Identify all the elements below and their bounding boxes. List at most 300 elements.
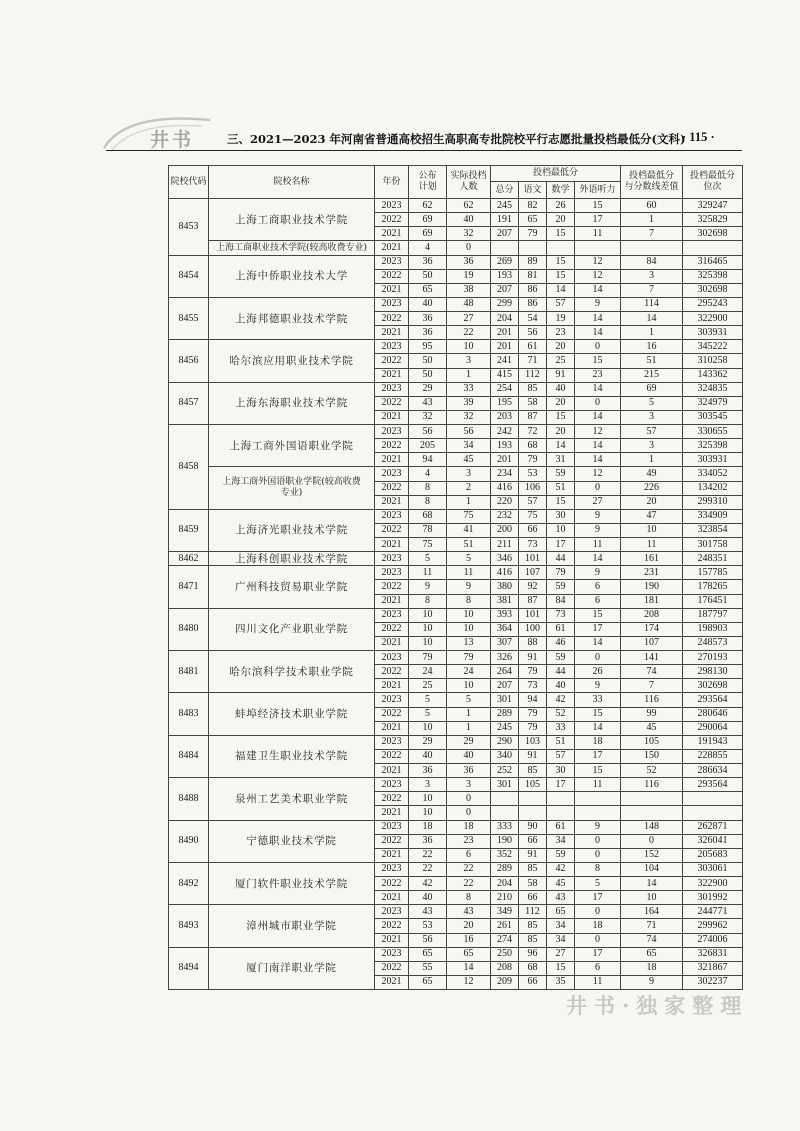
actual-cell: 3 bbox=[447, 467, 491, 481]
actual-cell: 14 bbox=[447, 961, 491, 975]
diff-cell: 161 bbox=[621, 552, 683, 566]
school-name-cell bbox=[209, 947, 375, 989]
actual-cell: 8 bbox=[447, 891, 491, 905]
foreign-score-cell: 6 bbox=[575, 594, 621, 608]
diff-cell: 1 bbox=[621, 213, 683, 227]
year-cell: 2021 bbox=[375, 891, 409, 905]
table-row bbox=[169, 693, 743, 707]
chinese-score-cell: 105 bbox=[519, 778, 547, 792]
actual-cell: 65 bbox=[447, 947, 491, 961]
rank-cell: 228855 bbox=[683, 749, 743, 763]
chinese-score-cell: 85 bbox=[519, 764, 547, 778]
actual-cell: 19 bbox=[447, 269, 491, 283]
year-cell: 2022 bbox=[375, 665, 409, 679]
school-code: 8493 bbox=[169, 905, 209, 947]
rank-cell: 205683 bbox=[683, 848, 743, 862]
rank-cell: 262871 bbox=[683, 820, 743, 834]
table-row bbox=[169, 566, 743, 580]
total-score-cell: 195 bbox=[491, 396, 519, 410]
school-code: 8494 bbox=[169, 947, 209, 989]
plan-cell: 65 bbox=[409, 947, 447, 961]
total-score-cell: 307 bbox=[491, 636, 519, 650]
diff-cell: 152 bbox=[621, 848, 683, 862]
math-score-cell: 20 bbox=[547, 425, 575, 439]
foreign-score-cell: 11 bbox=[575, 538, 621, 552]
math-score-cell: 35 bbox=[547, 975, 575, 989]
plan-cell: 55 bbox=[409, 961, 447, 975]
math-score-cell: 65 bbox=[547, 905, 575, 919]
foreign-score-cell: 12 bbox=[575, 269, 621, 283]
plan-cell: 43 bbox=[409, 396, 447, 410]
total-score-cell: 340 bbox=[491, 749, 519, 763]
total-score-cell: 380 bbox=[491, 580, 519, 594]
math-score-cell: 10 bbox=[547, 523, 575, 537]
diff-cell: 18 bbox=[621, 961, 683, 975]
header-plan: 公布 计划 bbox=[409, 166, 447, 199]
math-score-cell: 17 bbox=[547, 778, 575, 792]
header-school-code: 院校代码 bbox=[169, 166, 209, 199]
year-cell: 2022 bbox=[375, 961, 409, 975]
school-name-cell bbox=[209, 241, 375, 255]
table-row bbox=[169, 382, 743, 396]
total-score-cell: 193 bbox=[491, 269, 519, 283]
total-score-cell: 201 bbox=[491, 326, 519, 340]
foreign-score-cell: 12 bbox=[575, 425, 621, 439]
year-cell: 2023 bbox=[375, 509, 409, 523]
actual-cell: 10 bbox=[447, 608, 491, 622]
school-name-cell bbox=[209, 778, 375, 820]
foreign-score-cell: 14 bbox=[575, 636, 621, 650]
chinese-score-cell bbox=[519, 792, 547, 806]
plan-cell: 3 bbox=[409, 778, 447, 792]
diff-cell: 65 bbox=[621, 947, 683, 961]
chinese-score-cell: 79 bbox=[519, 721, 547, 735]
rank-cell: 134202 bbox=[683, 481, 743, 495]
plan-cell: 69 bbox=[409, 213, 447, 227]
chinese-score-cell: 89 bbox=[519, 255, 547, 269]
chinese-score-cell: 87 bbox=[519, 594, 547, 608]
total-score-cell: 241 bbox=[491, 354, 519, 368]
math-score-cell: 42 bbox=[547, 862, 575, 876]
chinese-score-cell: 90 bbox=[519, 820, 547, 834]
foreign-score-cell: 15 bbox=[575, 707, 621, 721]
plan-cell: 79 bbox=[409, 651, 447, 665]
math-score-cell: 57 bbox=[547, 749, 575, 763]
chinese-score-cell: 112 bbox=[519, 905, 547, 919]
diff-cell: 107 bbox=[621, 636, 683, 650]
school-name-cell bbox=[209, 467, 375, 509]
rank-cell: 325398 bbox=[683, 269, 743, 283]
year-cell: 2023 bbox=[375, 467, 409, 481]
chinese-score-cell: 96 bbox=[519, 947, 547, 961]
year-cell: 2023 bbox=[375, 199, 409, 213]
plan-cell: 9 bbox=[409, 580, 447, 594]
actual-cell: 40 bbox=[447, 213, 491, 227]
chinese-score-cell: 79 bbox=[519, 453, 547, 467]
plan-cell: 65 bbox=[409, 283, 447, 297]
year-cell: 2023 bbox=[375, 905, 409, 919]
chinese-score-cell: 56 bbox=[519, 326, 547, 340]
diff-cell: 104 bbox=[621, 862, 683, 876]
chinese-score-cell: 100 bbox=[519, 622, 547, 636]
school-code: 8480 bbox=[169, 608, 209, 650]
math-score-cell: 15 bbox=[547, 255, 575, 269]
diff-cell: 74 bbox=[621, 665, 683, 679]
publisher-logo: 井书 bbox=[150, 129, 195, 151]
total-score-cell: 200 bbox=[491, 523, 519, 537]
year-cell: 2023 bbox=[375, 340, 409, 354]
math-score-cell: 20 bbox=[547, 396, 575, 410]
table-row bbox=[169, 467, 743, 481]
table-row bbox=[169, 297, 743, 311]
total-score-cell: 289 bbox=[491, 862, 519, 876]
foreign-score-cell: 15 bbox=[575, 608, 621, 622]
chinese-score-cell: 79 bbox=[519, 665, 547, 679]
math-score-cell: 33 bbox=[547, 721, 575, 735]
math-score-cell: 23 bbox=[547, 326, 575, 340]
math-score-cell: 14 bbox=[547, 439, 575, 453]
math-score-cell: 40 bbox=[547, 382, 575, 396]
diff-cell: 148 bbox=[621, 820, 683, 834]
school-code: 8459 bbox=[169, 509, 209, 551]
foreign-score-cell: 17 bbox=[575, 213, 621, 227]
chinese-score-cell: 106 bbox=[519, 481, 547, 495]
total-score-cell: 416 bbox=[491, 481, 519, 495]
year-cell: 2022 bbox=[375, 396, 409, 410]
actual-cell: 79 bbox=[447, 651, 491, 665]
school-name-cell bbox=[209, 608, 375, 650]
diff-cell: 47 bbox=[621, 509, 683, 523]
actual-cell: 27 bbox=[447, 312, 491, 326]
chinese-score-cell: 79 bbox=[519, 707, 547, 721]
foreign-score-cell: 14 bbox=[575, 721, 621, 735]
rank-cell: 293564 bbox=[683, 693, 743, 707]
school-name-cell bbox=[209, 382, 375, 424]
foreign-score-cell: 27 bbox=[575, 495, 621, 509]
rank-cell: 293564 bbox=[683, 778, 743, 792]
actual-cell: 16 bbox=[447, 933, 491, 947]
year-cell: 2021 bbox=[375, 679, 409, 693]
chinese-score-cell: 107 bbox=[519, 566, 547, 580]
actual-cell: 1 bbox=[447, 707, 491, 721]
actual-cell: 23 bbox=[447, 834, 491, 848]
rank-cell: 303931 bbox=[683, 326, 743, 340]
rank-cell: 295243 bbox=[683, 297, 743, 311]
actual-cell: 40 bbox=[447, 749, 491, 763]
plan-cell: 29 bbox=[409, 735, 447, 749]
diff-cell: 60 bbox=[621, 199, 683, 213]
foreign-score-cell: 11 bbox=[575, 975, 621, 989]
year-cell: 2021 bbox=[375, 975, 409, 989]
chinese-score-cell: 71 bbox=[519, 354, 547, 368]
foreign-score-cell: 0 bbox=[575, 651, 621, 665]
year-cell: 2023 bbox=[375, 778, 409, 792]
rank-cell: 310258 bbox=[683, 354, 743, 368]
diff-cell: 10 bbox=[621, 523, 683, 537]
rank-cell: 286634 bbox=[683, 764, 743, 778]
rank-cell: 326041 bbox=[683, 834, 743, 848]
foreign-score-cell: 33 bbox=[575, 693, 621, 707]
actual-cell: 0 bbox=[447, 806, 491, 820]
diff-cell: 7 bbox=[621, 227, 683, 241]
math-score-cell: 46 bbox=[547, 636, 575, 650]
school-code: 8455 bbox=[169, 297, 209, 339]
chinese-score-cell: 85 bbox=[519, 919, 547, 933]
header-min-score: 投档最低分 bbox=[491, 166, 621, 182]
plan-cell: 8 bbox=[409, 594, 447, 608]
plan-cell: 10 bbox=[409, 608, 447, 622]
table-row bbox=[169, 778, 743, 792]
table-row bbox=[169, 735, 743, 749]
year-cell: 2022 bbox=[375, 213, 409, 227]
year-cell: 2023 bbox=[375, 297, 409, 311]
chinese-score-cell bbox=[519, 806, 547, 820]
total-score-cell: 290 bbox=[491, 735, 519, 749]
year-cell: 2022 bbox=[375, 792, 409, 806]
table-row bbox=[169, 651, 743, 665]
rank-cell: 323854 bbox=[683, 523, 743, 537]
plan-cell: 94 bbox=[409, 453, 447, 467]
year-cell: 2022 bbox=[375, 622, 409, 636]
year-cell: 2021 bbox=[375, 495, 409, 509]
foreign-score-cell: 8 bbox=[575, 862, 621, 876]
plan-cell: 11 bbox=[409, 566, 447, 580]
foreign-score-cell: 23 bbox=[575, 368, 621, 382]
diff-cell: 215 bbox=[621, 368, 683, 382]
table-row bbox=[169, 199, 743, 213]
year-cell: 2023 bbox=[375, 566, 409, 580]
actual-cell: 29 bbox=[447, 735, 491, 749]
actual-cell: 11 bbox=[447, 566, 491, 580]
math-score-cell: 15 bbox=[547, 410, 575, 424]
school-code: 8492 bbox=[169, 862, 209, 904]
actual-cell: 62 bbox=[447, 199, 491, 213]
diff-cell: 99 bbox=[621, 707, 683, 721]
table-header bbox=[169, 166, 743, 199]
table-row bbox=[169, 947, 743, 961]
chinese-score-cell: 73 bbox=[519, 679, 547, 693]
year-cell: 2021 bbox=[375, 241, 409, 255]
plan-cell: 69 bbox=[409, 227, 447, 241]
table-row bbox=[169, 608, 743, 622]
foreign-score-cell: 14 bbox=[575, 453, 621, 467]
year-cell: 2023 bbox=[375, 735, 409, 749]
foreign-score-cell: 9 bbox=[575, 566, 621, 580]
math-score-cell: 59 bbox=[547, 467, 575, 481]
rank-cell bbox=[683, 806, 743, 820]
school-code: 8481 bbox=[169, 651, 209, 693]
total-score-cell: 207 bbox=[491, 227, 519, 241]
foreign-score-cell: 0 bbox=[575, 848, 621, 862]
total-score-cell: 326 bbox=[491, 651, 519, 665]
diff-cell: 10 bbox=[621, 891, 683, 905]
diff-cell: 164 bbox=[621, 905, 683, 919]
math-score-cell: 42 bbox=[547, 693, 575, 707]
year-cell: 2023 bbox=[375, 552, 409, 566]
year-cell: 2021 bbox=[375, 636, 409, 650]
diff-cell: 231 bbox=[621, 566, 683, 580]
header-total-score: 总分 bbox=[491, 182, 519, 199]
plan-cell: 36 bbox=[409, 834, 447, 848]
header-row bbox=[169, 166, 743, 182]
year-cell: 2021 bbox=[375, 368, 409, 382]
rank-cell: 326831 bbox=[683, 947, 743, 961]
foreign-score-cell: 9 bbox=[575, 523, 621, 537]
total-score-cell: 393 bbox=[491, 608, 519, 622]
foreign-score-cell bbox=[575, 241, 621, 255]
actual-cell: 43 bbox=[447, 905, 491, 919]
year-cell: 2023 bbox=[375, 425, 409, 439]
foreign-score-cell: 12 bbox=[575, 255, 621, 269]
total-score-cell: 203 bbox=[491, 410, 519, 424]
math-score-cell: 52 bbox=[547, 707, 575, 721]
diff-cell: 1 bbox=[621, 453, 683, 467]
school-name-cell bbox=[209, 297, 375, 339]
plan-cell: 4 bbox=[409, 241, 447, 255]
chinese-score-cell: 73 bbox=[519, 538, 547, 552]
table-row bbox=[169, 425, 743, 439]
diff-cell: 181 bbox=[621, 594, 683, 608]
diff-cell: 57 bbox=[621, 425, 683, 439]
chinese-score-cell: 91 bbox=[519, 749, 547, 763]
diff-cell bbox=[621, 806, 683, 820]
plan-cell: 68 bbox=[409, 509, 447, 523]
year-cell: 2021 bbox=[375, 764, 409, 778]
header-chinese-score: 语文 bbox=[519, 182, 547, 199]
chinese-score-cell: 57 bbox=[519, 495, 547, 509]
diff-cell: 190 bbox=[621, 580, 683, 594]
year-cell: 2023 bbox=[375, 608, 409, 622]
actual-cell: 45 bbox=[447, 453, 491, 467]
plan-cell: 29 bbox=[409, 382, 447, 396]
plan-cell: 36 bbox=[409, 764, 447, 778]
rank-cell: 334909 bbox=[683, 509, 743, 523]
rank-cell: 280646 bbox=[683, 707, 743, 721]
math-score-cell bbox=[547, 806, 575, 820]
school-name: 上海工商外国语职业学院 bbox=[229, 439, 354, 452]
school-code: 8457 bbox=[169, 382, 209, 424]
math-score-cell: 14 bbox=[547, 283, 575, 297]
total-score-cell: 210 bbox=[491, 891, 519, 905]
foreign-score-cell: 14 bbox=[575, 552, 621, 566]
plan-cell: 40 bbox=[409, 749, 447, 763]
math-score-cell: 51 bbox=[547, 481, 575, 495]
header-year: 年份 bbox=[375, 166, 409, 199]
total-score-cell: 209 bbox=[491, 975, 519, 989]
year-cell: 2022 bbox=[375, 580, 409, 594]
school-name-cell bbox=[209, 566, 375, 608]
diff-cell: 74 bbox=[621, 933, 683, 947]
school-name-cell bbox=[209, 905, 375, 947]
actual-cell: 3 bbox=[447, 778, 491, 792]
total-score-cell: 269 bbox=[491, 255, 519, 269]
school-name-cell bbox=[209, 340, 375, 382]
rank-cell: 302698 bbox=[683, 283, 743, 297]
math-score-cell: 34 bbox=[547, 933, 575, 947]
actual-cell: 41 bbox=[447, 523, 491, 537]
year-cell: 2022 bbox=[375, 749, 409, 763]
math-score-cell: 61 bbox=[547, 820, 575, 834]
year-cell: 2023 bbox=[375, 651, 409, 665]
actual-cell: 6 bbox=[447, 848, 491, 862]
year-cell: 2021 bbox=[375, 806, 409, 820]
diff-cell: 208 bbox=[621, 608, 683, 622]
year-cell: 2022 bbox=[375, 523, 409, 537]
page-number: · 115 · bbox=[682, 130, 715, 144]
rank-cell: 303931 bbox=[683, 453, 743, 467]
actual-cell: 10 bbox=[447, 679, 491, 693]
rank-cell: 301992 bbox=[683, 891, 743, 905]
diff-cell: 1 bbox=[621, 326, 683, 340]
total-score-cell: 289 bbox=[491, 707, 519, 721]
foreign-score-cell: 5 bbox=[575, 877, 621, 891]
plan-cell: 56 bbox=[409, 425, 447, 439]
total-score-cell bbox=[491, 792, 519, 806]
header-foreign-score: 外语听力 bbox=[575, 182, 621, 199]
total-score-cell: 201 bbox=[491, 340, 519, 354]
total-score-cell: 207 bbox=[491, 679, 519, 693]
plan-cell: 10 bbox=[409, 792, 447, 806]
plan-cell: 18 bbox=[409, 820, 447, 834]
rank-cell: 143362 bbox=[683, 368, 743, 382]
math-score-cell: 61 bbox=[547, 622, 575, 636]
header-math-score: 数学 bbox=[547, 182, 575, 199]
rank-cell: 321867 bbox=[683, 961, 743, 975]
plan-cell: 5 bbox=[409, 693, 447, 707]
diff-cell: 0 bbox=[621, 834, 683, 848]
math-score-cell: 59 bbox=[547, 651, 575, 665]
diff-cell: 3 bbox=[621, 410, 683, 424]
school-name-cell bbox=[209, 820, 375, 862]
rank-cell: 302698 bbox=[683, 227, 743, 241]
total-score-cell: 234 bbox=[491, 467, 519, 481]
diff-cell: 16 bbox=[621, 340, 683, 354]
total-score-cell: 352 bbox=[491, 848, 519, 862]
chinese-score-cell: 112 bbox=[519, 368, 547, 382]
school-name: 上海中侨职业技术大学 bbox=[235, 270, 348, 283]
school-name: 上海科创职业技术学院 bbox=[235, 552, 348, 565]
year-cell: 2022 bbox=[375, 834, 409, 848]
chinese-score-cell: 81 bbox=[519, 269, 547, 283]
year-cell: 2021 bbox=[375, 326, 409, 340]
actual-cell: 38 bbox=[447, 283, 491, 297]
diff-cell: 20 bbox=[621, 495, 683, 509]
table-row bbox=[169, 255, 743, 269]
actual-cell: 20 bbox=[447, 919, 491, 933]
year-cell: 2023 bbox=[375, 820, 409, 834]
plan-cell: 36 bbox=[409, 326, 447, 340]
year-cell: 2022 bbox=[375, 269, 409, 283]
diff-cell: 174 bbox=[621, 622, 683, 636]
rank-cell: 329247 bbox=[683, 199, 743, 213]
foreign-score-cell: 12 bbox=[575, 467, 621, 481]
year-cell: 2021 bbox=[375, 933, 409, 947]
year-cell: 2022 bbox=[375, 439, 409, 453]
rank-cell: 178265 bbox=[683, 580, 743, 594]
chinese-score-cell: 91 bbox=[519, 848, 547, 862]
diff-cell: 71 bbox=[621, 919, 683, 933]
school-name: 厦门软件职业技术学院 bbox=[235, 877, 348, 890]
total-score-cell: 274 bbox=[491, 933, 519, 947]
foreign-score-cell: 0 bbox=[575, 340, 621, 354]
rank-cell: 198903 bbox=[683, 622, 743, 636]
total-score-cell: 245 bbox=[491, 199, 519, 213]
total-score-cell: 301 bbox=[491, 693, 519, 707]
school-name: 上海济光职业技术学院 bbox=[235, 524, 348, 537]
rank-cell: 302698 bbox=[683, 679, 743, 693]
header-school-name: 院校名称 bbox=[209, 166, 375, 199]
header-diff: 投档最低分 与分数线差值 bbox=[621, 166, 683, 199]
